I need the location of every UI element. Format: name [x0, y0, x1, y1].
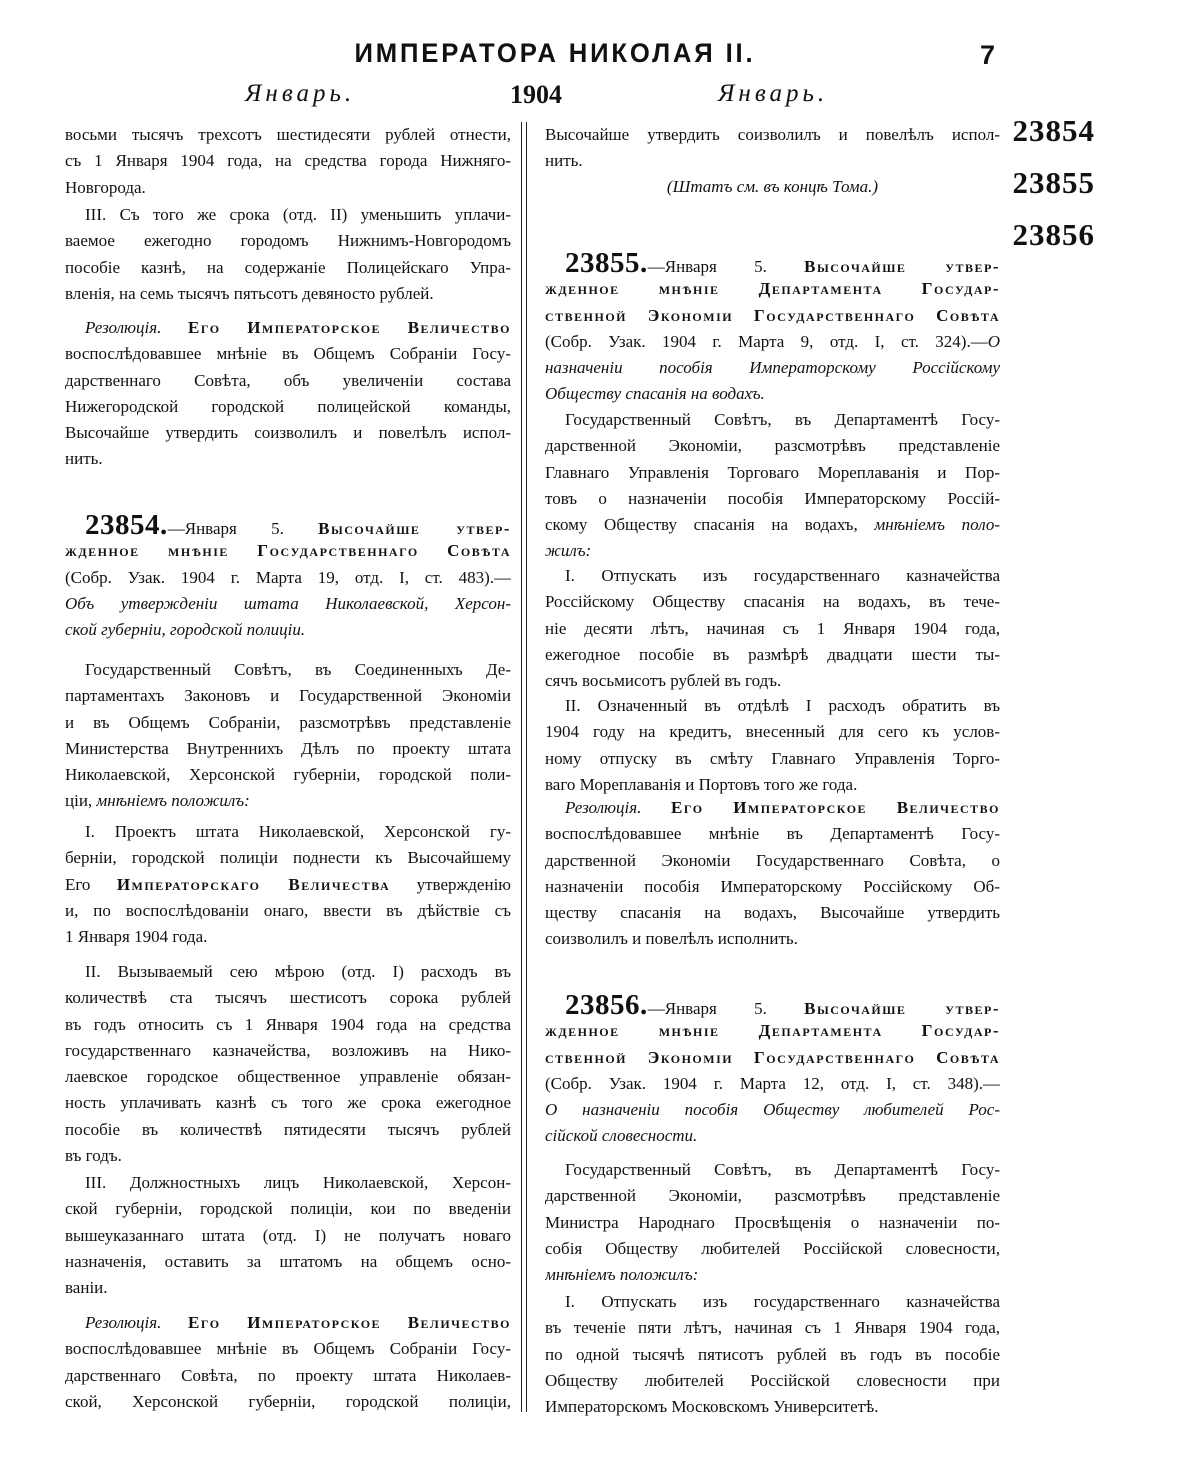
text-line: дарственной Экономіи, разсмотрѣвъ представленіе [545, 436, 1000, 456]
text-segment: назначеніи пособія Императорскому Россійскому [545, 358, 1000, 378]
text-segment: О назначеніи пособія Обществу любителей Рос- [545, 1100, 1000, 1120]
text-segment: (Собр. Узак. 1904 г. Марта 12, отд. I, ст. 348).— [545, 1073, 1000, 1093]
text-line: дарственной Экономіи Государственнаго Совѣта, о [545, 850, 1000, 870]
paragraph [65, 122, 511, 201]
running-head-title: ИМПЕРАТОРА НИКОЛАЯ II. [354, 38, 756, 68]
column-divider [526, 122, 527, 1412]
paragraph [545, 992, 1000, 1150]
text-line: ваніи. [65, 1278, 108, 1298]
text-segment: —Января 5. [647, 999, 805, 1018]
text-line [65, 1310, 511, 1336]
text-line [545, 1071, 1000, 1097]
text-line [545, 1123, 1000, 1149]
text-line: Главнаго Управленія Торговаго Мореплаванія и Пор- [545, 462, 1000, 482]
text-segment: ственной Экономіи Государственнаго Совѣта [545, 305, 1000, 325]
text-line: 1904 году на кредитъ, внесенный для сего къ услов- [545, 722, 1000, 742]
text-segment: Обществу спасанія на водахъ. [545, 384, 765, 404]
text-segment: мнѣніемъ положилъ: [545, 1265, 699, 1285]
text-line: I. Проектъ штата Николаевской, Херсонской гу- [85, 822, 511, 841]
text-line [65, 617, 511, 643]
paragraph [545, 407, 1000, 565]
text-segment: жденное мнѣніе Департамента Государ- [545, 279, 1000, 299]
text-segment: скому Обществу спасанія на водахъ, [545, 515, 875, 535]
text-line: 1 Января 1904 года. [65, 927, 208, 947]
text-line [65, 872, 511, 898]
text-segment: утвержденію [390, 874, 511, 894]
text-segment: О [987, 331, 1000, 351]
text-line [65, 788, 511, 814]
text-line: назначенія, оставить за штатомъ на общемъ осно- [65, 1251, 511, 1271]
text-segment: сійской словесности. [545, 1126, 698, 1146]
text-line: III. Должностныхъ лицъ Николаевской, Херсон- [85, 1173, 511, 1192]
text-line: берніи, городской полиціи поднести къ Высочайшему [65, 848, 511, 868]
text-segment: жденное мнѣніе Государственнаго Совѣта [65, 541, 511, 561]
text-line: Государственный Совѣтъ, въ Соединенныхъ Де- [85, 660, 511, 679]
text-segment: Его Императорское Величество [161, 1313, 511, 1332]
text-line: пособіе въ количествѣ пятидесяти тысячъ рублей [65, 1119, 511, 1139]
paragraph [545, 693, 1000, 798]
text-line [65, 538, 511, 564]
text-line [545, 1097, 1000, 1123]
text-line: Высочайше утвердить соизволилъ и повелѣлъ испол- [65, 423, 511, 443]
text-line: воспослѣдовавшее мнѣніе въ Общемъ Собраніи Госу- [65, 344, 511, 364]
paragraph [65, 512, 511, 643]
paragraph [545, 122, 1000, 175]
paragraph [65, 1310, 511, 1415]
text-line: Россійскому Обществу спасанія на водахъ, въ тече- [545, 592, 1000, 612]
year: 1904 [510, 80, 562, 109]
text-line: пособіе казнѣ, на содержаніе Полицейскаго Упра- [65, 257, 511, 277]
paragraph [65, 819, 511, 950]
paragraph [65, 959, 511, 1169]
text-line: Николаевской, Херсонской губерніи, городской поли- [65, 765, 511, 785]
paragraph [65, 1170, 511, 1301]
text-line: собія Обществу любителей Россійской словесности, [545, 1238, 1000, 1258]
text-line: воспослѣдовавшее мнѣніе въ Общемъ Собраніи Госу- [65, 1339, 511, 1359]
text-segment: (Собр. Узак. 1904 г. Марта 9, отд. I, ст. 324).— [545, 331, 988, 351]
column-divider [521, 122, 522, 1412]
margin-number: 23855 [1012, 165, 1095, 200]
margin-number: 23854 [1012, 113, 1095, 148]
text-segment: ской губерніи, городской полиціи. [65, 620, 306, 640]
text-line [65, 591, 511, 617]
text-line [545, 174, 1000, 200]
text-segment: Резолюція. [85, 318, 162, 337]
text-line: ность уплачивать казнѣ съ того же срока ежегодное [65, 1093, 511, 1113]
text-line: и въ Общемъ Собраніи, разсмотрѣвъ представленіе [65, 712, 511, 732]
paragraph [65, 315, 511, 473]
text-line: Высочайше утвердить соизволилъ и повелѣлъ испол- [545, 125, 1000, 144]
text-line: II. Означенный въ отдѣлѣ I расходъ обратить въ [565, 696, 1000, 715]
text-line: вышеуказаннаго штата (отд. I) не получатъ новаго [65, 1225, 511, 1245]
text-line [545, 381, 1000, 407]
text-line: III. Съ того же срока (отд. II) уменьшить уплачи- [85, 205, 511, 224]
text-line [545, 512, 1000, 538]
text-segment: (Штатъ см. въ концѣ Тома.) [666, 177, 879, 196]
text-line: съ 1 Января 1904 года, на средства города Нижняго- [65, 151, 511, 171]
margin-number: 23856 [1012, 217, 1095, 252]
text-segment: Его [65, 874, 117, 894]
text-line: лаевское городское общественное управленіе обязан- [65, 1067, 511, 1087]
text-line: товъ о назначеніи пособія Императорскому Россій- [545, 488, 1000, 508]
text-line: ежегодное пособіе въ размѣрѣ двадцати шести ты- [545, 644, 1000, 664]
text-line: назначеніи пособія Императорскому Россійскому Об- [545, 876, 1000, 896]
text-line [65, 315, 511, 341]
text-line: ному отпуску въ смѣту Главнаго Управленія Торго- [545, 748, 1000, 768]
text-line: воспослѣдовавшее мнѣніе въ Департаментѣ Госу- [545, 824, 1000, 844]
text-line: Нижегородской городской полицейской команды, [65, 396, 511, 416]
text-segment: Высочайше утвер- [804, 257, 1000, 276]
text-line: количествѣ ста тысячъ шестисотъ сорока рублей [65, 988, 511, 1008]
text-line: II. Вызываемый сею мѣрою (отд. I) расходъ въ [85, 962, 511, 981]
text-segment: Его Императорское Величество [161, 318, 511, 337]
text-line [545, 795, 1000, 821]
text-line: ской губерніи, городской полиціи, кои по введеніи [65, 1199, 511, 1219]
text-line: партаментахъ Законовъ и Государственной Экономіи [65, 686, 511, 706]
text-line: I. Отпускать изъ государственнаго казначейства [565, 566, 1000, 585]
text-line [545, 303, 1000, 329]
text-line: вленія, на семь тысячъ пятьсотъ девяносто рублей. [65, 283, 434, 303]
text-segment: —Января 5. [167, 519, 319, 538]
text-line [545, 992, 1000, 1018]
text-line: въ годъ относить съ 1 Января 1904 года на средства [65, 1014, 511, 1034]
text-line: нить. [545, 151, 583, 171]
act-number: 23854. [85, 512, 168, 539]
text-line: нить. [65, 449, 103, 469]
text-line: Императорскомъ Московскомъ Университетѣ. [545, 1397, 879, 1417]
text-line: Новгорода. [65, 177, 146, 197]
act-number: 23855. [565, 250, 648, 277]
text-line [65, 512, 511, 538]
text-line [545, 250, 1000, 276]
text-line [545, 1018, 1000, 1044]
text-line: Министра Народнаго Просвѣщенія о назначеніи по- [545, 1212, 1000, 1232]
text-line [545, 329, 1000, 355]
month-right: Январь. [718, 80, 829, 107]
text-line: дарственной Экономіи, разсмотрѣвъ представленіе [545, 1186, 1000, 1206]
text-segment: жденное мнѣніе Департамента Государ- [545, 1021, 1000, 1041]
text-line: восьми тысячъ трехсотъ шестидесяти рублей отнести, [65, 125, 511, 144]
text-segment: мнѣніемъ поло- [874, 515, 1000, 535]
paragraph [65, 657, 511, 815]
text-line: въ теченіе пяти лѣтъ, начиная съ 1 Января 1904 года, [545, 1318, 1000, 1338]
text-segment: ственной Экономіи Государственнаго Совѣта [545, 1047, 1000, 1067]
text-line: государственнаго казначейства, возложивъ на Нико- [65, 1040, 511, 1060]
text-line [545, 538, 1000, 564]
text-segment: Резолюція. [565, 798, 642, 817]
paragraph [545, 1289, 1000, 1420]
text-line: ваго Мореплаванія и Портовъ того же года. [545, 774, 858, 794]
paragraph [545, 563, 1000, 694]
text-line: Государственный Совѣтъ, въ Департаментѣ Госу- [565, 410, 1000, 429]
page-number: 7 [980, 40, 996, 70]
text-line: сячъ восьмисотъ рублей въ годъ. [545, 671, 782, 691]
text-segment: Высочайше утвер- [804, 999, 1000, 1018]
text-segment: Императорскаго Величества [116, 874, 391, 894]
text-segment: (Собр. Узак. 1904 г. Марта 19, отд. I, ст. 483).— [65, 567, 511, 587]
text-line: въ годъ. [65, 1146, 122, 1166]
text-line: Государственный Совѣтъ, въ Департаментѣ Госу- [565, 1160, 1000, 1179]
text-line: ществу спасанія на водахъ, Высочайше утвердить [545, 903, 1000, 923]
paragraph [545, 1157, 1000, 1288]
text-line: ніе десяти лѣтъ, начиная съ 1 Января 1904 года, [545, 618, 1000, 638]
text-line: и, по воспослѣдованіи онаго, ввести въ дѣйствіе съ [65, 900, 511, 920]
text-segment: ціи, [65, 791, 97, 811]
text-line: ской, Херсонской губерніи, городской полиціи, [65, 1391, 511, 1411]
text-line: Обществу любителей Россійской словесности при [545, 1370, 1000, 1390]
text-line: по одной тысячѣ пятисотъ рублей въ годъ въ пособіе [545, 1344, 1000, 1364]
text-segment: мнѣніемъ положилъ: [96, 791, 250, 811]
text-line: ваемое ежегодно городомъ Нижнимъ-Новгородомъ [65, 231, 511, 251]
text-line: Министерства Внутреннихъ Дѣлъ по проекту штата [65, 738, 511, 758]
act-number: 23856. [565, 992, 648, 1019]
text-segment: жилъ: [545, 541, 592, 561]
text-line: соизволилъ и повелѣлъ исполнить. [545, 929, 798, 949]
text-line [65, 565, 511, 591]
month-left: Январь. [245, 80, 356, 107]
paragraph [545, 174, 1000, 200]
text-segment: Резолюція. [85, 1313, 162, 1332]
paragraph [545, 250, 1000, 408]
paragraph [545, 795, 1000, 953]
text-segment: —Января 5. [647, 257, 805, 276]
paragraph [65, 202, 511, 307]
text-line: I. Отпускать изъ государственнаго казначейства [565, 1292, 1000, 1311]
text-line [545, 1262, 1000, 1288]
text-line: дарственнаго Совѣта, по проекту штата Николаев- [65, 1365, 511, 1385]
text-line: дарственнаго Совѣта, объ увеличеніи состава [65, 370, 511, 390]
text-segment: Объ утвержденіи штата Николаевской, Херсон- [65, 593, 511, 613]
text-line [545, 1045, 1000, 1071]
text-segment: Его Императорское Величество [641, 798, 1000, 817]
text-line [545, 355, 1000, 381]
text-segment: Высочайше утвер- [318, 519, 511, 538]
text-line [545, 276, 1000, 302]
